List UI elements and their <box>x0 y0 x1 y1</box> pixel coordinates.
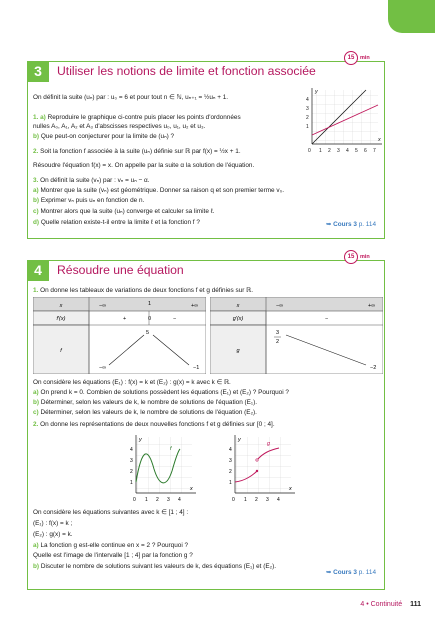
clock-icon: 15 <box>344 51 358 65</box>
table-header-x: x <box>236 303 240 309</box>
exercise-number: 3 <box>27 61 49 82</box>
y-axis-label: y <box>238 437 241 443</box>
question-number: 1. <box>33 287 39 294</box>
question-text: On donne les tableaux de variations de deux fonctions f et g définies sur ℝ. <box>40 287 254 294</box>
sub-label: b) <box>33 133 40 140</box>
question-1 <box>33 287 253 295</box>
question-2b <box>33 563 276 571</box>
question-3 <box>33 177 150 185</box>
table-header-f: f <box>60 348 62 354</box>
sub-label: c) <box>33 409 39 416</box>
link-page: p. 114 <box>358 221 376 228</box>
question-text: Montrer que la suite (vₙ) est géométrique. Donner sa raison q et son premier terme v₀. <box>40 187 285 194</box>
y-tick: 3 <box>229 458 232 464</box>
x-value: 1 <box>148 301 152 307</box>
question-number: 2. <box>33 421 39 428</box>
x-tick: 2 <box>328 148 331 154</box>
y-tick: 4 <box>229 447 232 453</box>
x-tick: 2 <box>255 497 258 503</box>
g-value-top: 3 <box>276 330 280 336</box>
question-text: Exprimer vₙ puis uₙ en fonction de n. <box>40 197 145 204</box>
sub-label: b) <box>33 399 40 406</box>
f-value: −∞ <box>99 365 107 371</box>
question-1c <box>33 409 257 417</box>
y-axis-label: y <box>315 89 318 95</box>
sign: − <box>325 316 329 322</box>
sub-label: a) <box>33 389 39 396</box>
page-number: 111 <box>410 601 421 609</box>
x-tick: 0 <box>232 497 235 503</box>
timer-unit: min <box>360 254 370 260</box>
question-3d <box>33 219 200 227</box>
curve-label: g <box>267 441 271 447</box>
chapter-label: 4 • Continuité <box>360 601 403 609</box>
variation-table-f <box>33 297 206 374</box>
sub-label: b) <box>33 197 40 204</box>
link-label: Cours 3 <box>333 569 357 576</box>
sign: − <box>173 316 177 322</box>
y-tick: 1 <box>306 124 309 130</box>
timer-unit: min <box>360 55 370 61</box>
x-tick: 2 <box>156 497 159 503</box>
sub-label: c) <box>33 208 39 215</box>
equations-text: On considère les équations (E₁) : f(x) = k et (E₂) : g(x) = k avec k ∈ ℝ. <box>33 379 231 386</box>
question-1a <box>33 114 241 122</box>
sign: + <box>123 316 127 322</box>
x-tick: 1 <box>319 148 322 154</box>
table-header-fprime: f′(x) <box>56 316 66 322</box>
timer-badge <box>344 250 378 264</box>
timer-badge <box>344 51 378 65</box>
y-tick: 2 <box>229 469 232 475</box>
y-tick: 3 <box>306 106 309 112</box>
question-text: On prend k = 0. Combien de solutions possèdent les équations (E₁) et (E₂) ? Pourquoi ? <box>40 389 289 396</box>
question-1b <box>33 399 257 407</box>
x-tick: 7 <box>373 148 376 154</box>
x-tick: 5 <box>355 148 358 154</box>
x-axis-label: x <box>289 486 292 492</box>
x-value: +∞ <box>191 303 199 309</box>
cours-link[interactable] <box>326 569 376 577</box>
question-1a-cont: nulles A₀, A₁, A₂ et A₃ d'abscisses respectives u₀, u₁, u₂ et u₃. <box>33 123 206 130</box>
sequence-graph <box>298 86 384 158</box>
clock-icon: 15 <box>344 250 358 264</box>
sub-label: a) <box>40 114 46 121</box>
x-tick: 1 <box>244 497 247 503</box>
x-value: −∞ <box>276 303 284 309</box>
arrow-icon: ➥ <box>325 221 332 228</box>
table-header-x: x <box>59 303 63 309</box>
exercise-3-header <box>28 62 384 84</box>
page-footer <box>360 601 421 610</box>
question-text: La fonction g est-elle continue en x = 2 ? Pourquoi ? <box>40 542 189 549</box>
exercise-4 <box>27 254 385 590</box>
question-3c <box>33 208 215 216</box>
x-tick: 0 <box>133 497 136 503</box>
corner-tab <box>388 0 435 33</box>
equations-intro: On considère les équations suivantes avec k ∈ [1 ; 4] : <box>33 509 189 516</box>
question-text: Quelle relation existe-t-il entre la limite ℓ et la fonction f ? <box>40 219 200 226</box>
y-tick: 3 <box>130 458 133 464</box>
question-2a-cont: Quelle est l'image de l'intervalle [1 ; 4] par la fonction g ? <box>33 552 193 559</box>
question-text: On donne les représentations de deux nouvelles fonctions f et g définies sur [0 ; 4]. <box>40 421 275 428</box>
question-number: 1. <box>33 114 39 121</box>
question-2-cont: Résoudre l'équation f(x) = x. On appelle par la suite α la solution de l'équation. <box>33 162 255 169</box>
sub-label: a) <box>33 542 39 549</box>
question-3a <box>33 187 284 195</box>
x-axis-label: x <box>190 486 193 492</box>
question-2 <box>33 148 241 156</box>
x-axis-label: x <box>378 137 381 143</box>
x-tick: 1 <box>145 497 148 503</box>
intro-text: On définit la suite (uₙ) par : u₀ = 6 et pour tout n ∈ ℕ, uₙ₊₁ = ½uₙ + 1. <box>33 94 229 101</box>
y-tick: 2 <box>306 115 309 121</box>
x-tick: 3 <box>337 148 340 154</box>
arrow-icon: ➥ <box>325 569 332 576</box>
question-1a <box>33 389 289 397</box>
sub-label: a) <box>33 187 39 194</box>
question-2 <box>33 421 275 429</box>
question-number: 2. <box>33 148 39 155</box>
variation-table-g <box>210 297 383 374</box>
exercise-title: Résoudre une équation <box>57 263 184 277</box>
sub-label: b) <box>33 563 40 570</box>
y-tick: 4 <box>130 447 133 453</box>
table-header-g: g <box>236 348 240 354</box>
exercise-number: 4 <box>27 260 49 281</box>
question-3b <box>33 197 144 205</box>
equation-e1: (E₁) : f(x) = k ; <box>33 520 73 527</box>
y-tick: 4 <box>306 97 309 103</box>
exercise-4-header <box>28 261 384 283</box>
curve-label: f <box>170 446 172 452</box>
graph-g <box>225 433 297 505</box>
exercise-title: Utiliser les notions de limite et fonction associée <box>57 64 316 78</box>
question-text: Que peut-on conjecturer pour la limite de (uₙ) ? <box>40 133 175 140</box>
link-page: p. 114 <box>358 569 376 576</box>
question-number: 3. <box>33 177 39 184</box>
y-axis-label: y <box>139 437 142 443</box>
cours-link[interactable] <box>326 221 376 229</box>
x-value: +∞ <box>368 303 376 309</box>
x-tick: 6 <box>364 148 367 154</box>
sub-label: d) <box>33 219 40 226</box>
equation-e2: (E₂) : g(x) = k. <box>33 531 73 538</box>
question-2a <box>33 542 188 550</box>
g-value-end: −2 <box>370 365 377 371</box>
y-tick: 1 <box>229 480 232 486</box>
x-tick: 3 <box>266 497 269 503</box>
f-value: 5 <box>146 330 150 336</box>
y-tick: 1 <box>130 480 133 486</box>
question-text: Déterminer, selon les valeurs de k, le nombre de solutions de l'équation (E₂). <box>40 409 257 416</box>
question-text: Montrer alors que la suite (uₙ) converge et calculer sa limite ℓ. <box>40 208 215 215</box>
question-text: Déterminer, selon les valeurs de k, le nombre de solutions de l'équation (E₁). <box>40 399 257 406</box>
x-tick: 0 <box>308 148 311 154</box>
table-header-gprime: g′(x) <box>232 316 244 322</box>
x-tick: 4 <box>178 497 181 503</box>
exercise-3 <box>27 55 385 239</box>
x-tick: 4 <box>277 497 280 503</box>
question-text: Soit la fonction f associée à la suite (uₙ) définie sur ℝ par f(x) = ½x + 1. <box>40 148 241 155</box>
graph-f <box>126 433 198 505</box>
f-value: −1 <box>193 365 200 371</box>
link-label: Cours 3 <box>333 221 357 228</box>
question-1b <box>33 133 174 141</box>
y-tick: 2 <box>130 469 133 475</box>
question-text: Discuter le nombre de solutions suivant les valeurs de k, des équations (E₁) et (E₂). <box>40 563 276 570</box>
g-value-bottom: 2 <box>276 339 280 345</box>
question-text: Reproduire le graphique ci-contre puis placer les points d'ordonnées <box>47 114 241 121</box>
sign: 0 <box>148 316 152 322</box>
x-tick: 3 <box>167 497 170 503</box>
grid <box>312 90 378 144</box>
x-tick: 4 <box>346 148 349 154</box>
question-text: On définit la suite (vₙ) par : vₙ = uₙ − α. <box>40 177 150 184</box>
x-value: −∞ <box>99 303 107 309</box>
